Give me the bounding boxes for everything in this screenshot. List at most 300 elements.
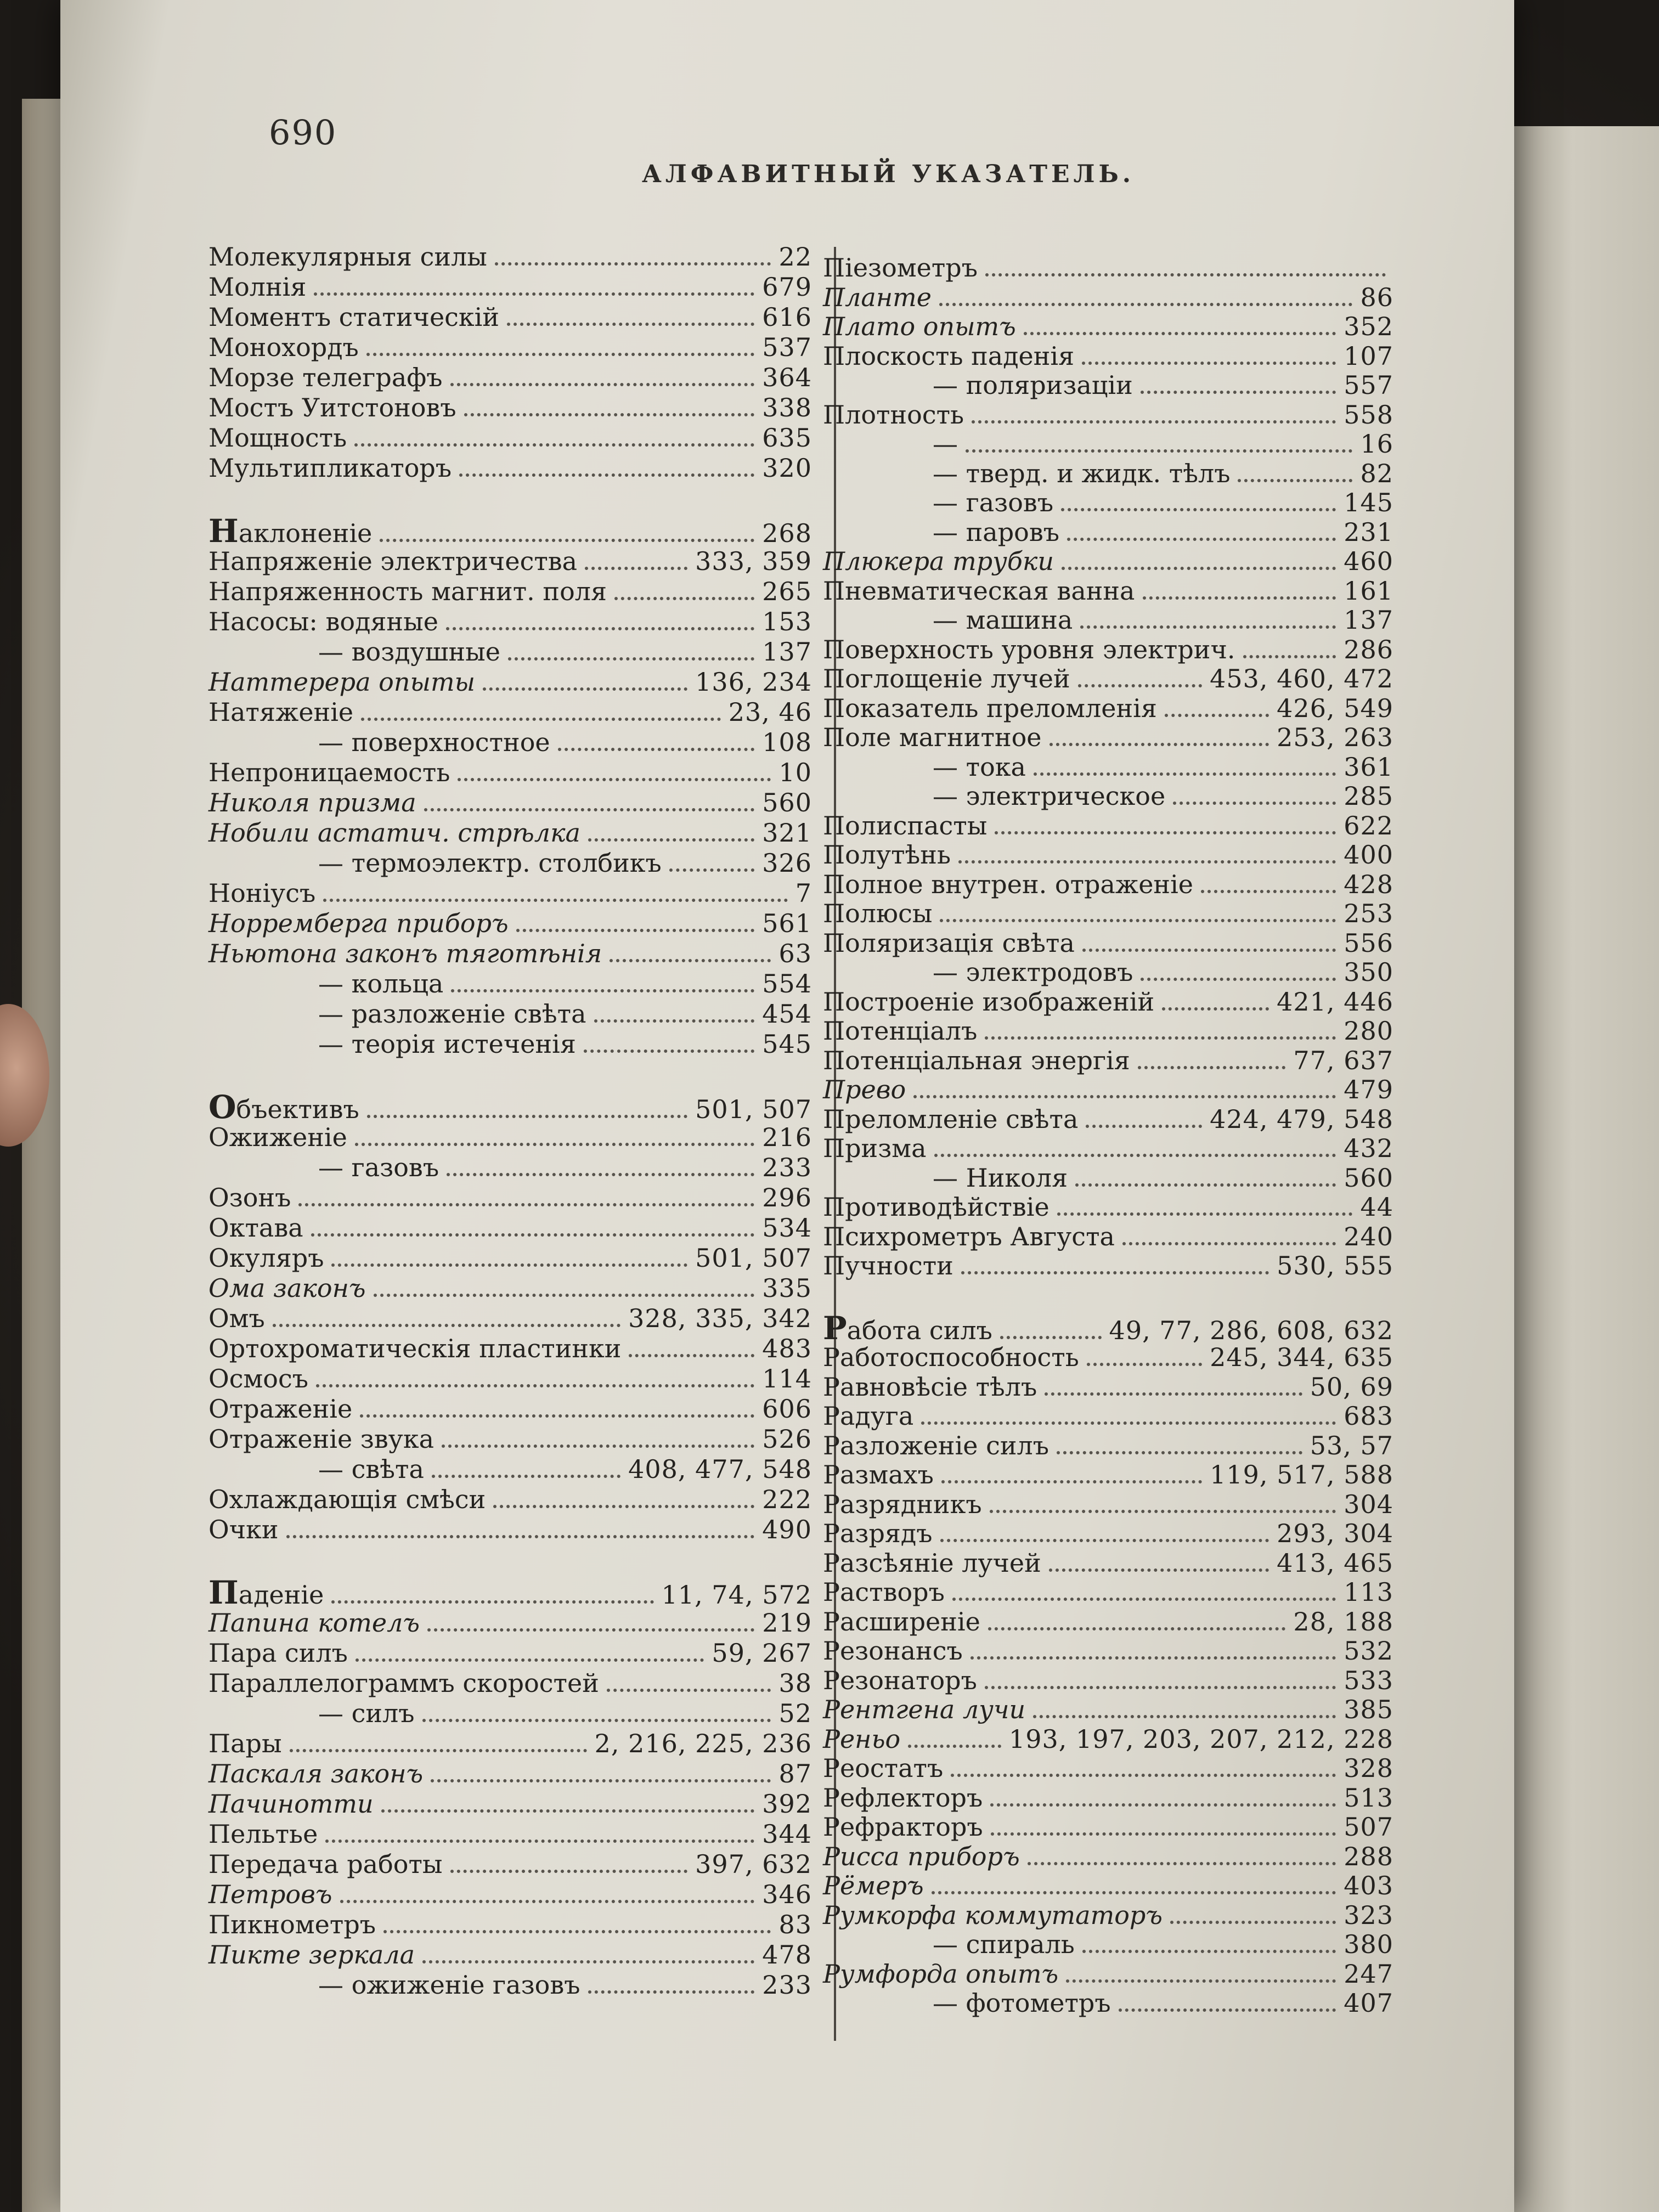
entry-pages: 7 — [795, 878, 812, 908]
dot-leader — [1075, 1183, 1336, 1187]
entry-term: — Николя — [933, 1163, 1068, 1193]
index-entry — [823, 1753, 1393, 1784]
entry-pages: 119, 517, 588 — [1210, 1460, 1393, 1489]
entry-term: Непроницаемость — [208, 758, 450, 787]
entry-pages: 560 — [762, 788, 812, 817]
entry-term: Рисса приборъ — [823, 1841, 1020, 1871]
entry-term: Петровъ — [208, 1880, 332, 1909]
dot-leader — [381, 1809, 755, 1813]
entry-pages: 219 — [762, 1608, 812, 1638]
entry-term: Прево — [823, 1075, 906, 1104]
entry-pages: 421, 446 — [1277, 986, 1393, 1017]
index-entry — [823, 1959, 1393, 1989]
entry-term: — машина — [933, 605, 1073, 635]
index-entry — [823, 1401, 1393, 1431]
dot-leader — [966, 449, 1352, 453]
dot-leader — [985, 1036, 1336, 1040]
entry-pages: 193, 197, 203, 207, 212, 228 — [1008, 1724, 1393, 1754]
index-entry — [208, 332, 812, 363]
dot-leader — [1201, 890, 1336, 893]
index-entry — [823, 752, 1393, 782]
entry-term: — электрическое — [933, 781, 1166, 811]
index-entry — [823, 605, 1393, 635]
entry-pages: 137 — [762, 637, 812, 667]
dot-leader — [1061, 508, 1336, 511]
entry-term: — воздушные — [318, 637, 500, 667]
entry-pages: 483 — [762, 1334, 812, 1363]
index-entry — [823, 575, 1393, 606]
entry-term: Плоскость паденія — [823, 341, 1075, 371]
entry-term: Работа силъ — [823, 1309, 992, 1347]
entry-pages: 545 — [762, 1029, 812, 1059]
index-entry — [823, 1250, 1393, 1281]
dot-leader — [356, 1658, 704, 1662]
entry-term: Плато опытъ — [823, 312, 1016, 341]
index-entry — [823, 1577, 1393, 1607]
index-entry — [823, 810, 1393, 841]
entry-term: Полутѣнь — [823, 840, 951, 870]
entry-pages: 82 — [1360, 458, 1393, 488]
entry-pages: 280 — [1344, 1016, 1393, 1046]
dot-leader — [1078, 684, 1202, 687]
index-entry — [208, 1514, 812, 1545]
entry-term: Параллелограммъ скоростей — [208, 1668, 599, 1698]
index-entry — [823, 1015, 1393, 1046]
index-entry — [823, 1372, 1393, 1402]
dot-leader — [988, 1627, 1286, 1630]
entry-term: Мостъ Уитстоновъ — [208, 393, 456, 422]
entry-term: Рефракторъ — [823, 1812, 983, 1842]
entry-pages: 87 — [778, 1759, 812, 1788]
entry-pages: 554 — [762, 969, 812, 998]
entry-pages: 253 — [1344, 899, 1393, 928]
dot-leader — [331, 1263, 687, 1267]
index-entry — [823, 311, 1393, 342]
entry-pages: 683 — [1344, 1401, 1393, 1431]
dot-leader — [1082, 362, 1336, 365]
dot-leader — [1087, 1363, 1202, 1366]
index-entry — [208, 1152, 812, 1183]
entry-pages: 16 — [1360, 429, 1393, 459]
dot-leader — [516, 929, 755, 932]
entry-pages: 240 — [1344, 1221, 1393, 1251]
index-entry — [208, 1970, 812, 2000]
index-entry — [208, 453, 812, 483]
index-entry — [823, 1841, 1393, 1872]
dot-leader — [1082, 949, 1336, 952]
entry-term: Напряженіе электричества — [208, 546, 578, 576]
entry-pages: 328, 335, 342 — [628, 1304, 812, 1333]
index-entry — [208, 878, 812, 909]
dot-leader — [366, 353, 754, 356]
dot-leader — [431, 1779, 771, 1782]
entry-term: Озонъ — [208, 1183, 291, 1212]
dot-leader — [1141, 391, 1336, 394]
index-entry — [208, 1484, 812, 1515]
entry-term: Нобили астатич. стрѣлка — [208, 818, 580, 848]
entry-term: Разсѣяніе лучей — [823, 1548, 1041, 1578]
entry-pages: 245, 344, 635 — [1210, 1342, 1393, 1372]
entry-pages: 460 — [1344, 546, 1393, 576]
entry-pages: 380 — [1344, 1929, 1393, 1959]
index-entry — [823, 1694, 1393, 1725]
dot-leader — [1165, 714, 1269, 717]
entry-term: Разложеніе силъ — [823, 1430, 1049, 1460]
entry-term: Плотность — [823, 399, 964, 430]
entry-pages: 161 — [1344, 575, 1393, 606]
entry-term: Пары — [208, 1729, 282, 1758]
entry-term: Моментъ статическій — [208, 302, 500, 332]
entry-pages: 108 — [762, 727, 812, 757]
entry-pages: 44 — [1360, 1192, 1393, 1222]
entry-term: — теорія истеченія — [318, 1029, 576, 1059]
index-entry — [823, 1665, 1393, 1696]
index-entry — [823, 986, 1393, 1017]
dot-leader — [961, 1271, 1269, 1274]
entry-term: Насосы: водяные — [208, 607, 438, 636]
entry-term: Противодѣйствіе — [823, 1192, 1049, 1222]
index-entry — [208, 1758, 812, 1789]
entry-pages: 233 — [762, 1153, 812, 1182]
dot-leader — [331, 1600, 653, 1604]
index-entry — [208, 848, 812, 878]
dot-leader — [1057, 1451, 1302, 1454]
index-entry — [823, 1163, 1393, 1193]
entry-term: Пельтье — [208, 1819, 318, 1849]
entry-term: — паровъ — [933, 517, 1060, 547]
dot-leader — [952, 1598, 1336, 1601]
entry-term: Мощность — [208, 423, 347, 453]
dot-leader — [932, 1891, 1336, 1894]
index-entry — [823, 1900, 1393, 1931]
entry-term: Объективъ — [208, 1088, 359, 1126]
entry-term: Напряженность магнит. поля — [208, 577, 607, 606]
index-entry — [823, 1606, 1393, 1637]
entry-pages: 635 — [762, 423, 812, 453]
entry-term: Работоспособность — [823, 1342, 1079, 1372]
entry-pages: 53, 57 — [1310, 1430, 1393, 1460]
index-entry — [823, 1045, 1393, 1076]
dot-leader — [669, 868, 754, 872]
dot-leader — [991, 1832, 1336, 1836]
entry-term: — фотометръ — [933, 1988, 1111, 2018]
entry-term: Рёмеръ — [823, 1871, 924, 1900]
entry-pages: 533 — [1344, 1665, 1393, 1695]
index-entry — [823, 1548, 1393, 1578]
dot-leader — [607, 1689, 771, 1692]
entry-pages: 424, 479, 548 — [1210, 1104, 1393, 1134]
entry-term: Психрометръ Августа — [823, 1221, 1115, 1251]
entry-pages: 364 — [762, 363, 812, 392]
index-entry — [823, 663, 1393, 694]
dot-leader — [1162, 1007, 1269, 1011]
entry-pages: 323 — [1344, 1900, 1393, 1930]
dot-leader — [383, 1930, 771, 1933]
dot-leader — [323, 899, 787, 902]
entry-pages: 454 — [762, 999, 812, 1029]
index-entry — [208, 606, 812, 637]
entry-pages: 513 — [1344, 1782, 1393, 1813]
entry-term: — электродовъ — [933, 957, 1133, 987]
index-entry — [823, 546, 1393, 577]
dot-leader — [1138, 1066, 1286, 1069]
dot-leader — [495, 262, 771, 266]
entry-term: Призма — [823, 1133, 927, 1163]
entry-term: Пачинотти — [208, 1789, 374, 1819]
entry-term: Растворъ — [823, 1577, 945, 1607]
entry-term: — тверд. и жидк. тѣлъ — [933, 458, 1231, 488]
index-entry — [208, 1607, 812, 1638]
entry-pages: 453, 460, 472 — [1210, 664, 1393, 693]
dot-leader — [594, 1019, 755, 1023]
entry-pages: 350 — [1344, 957, 1393, 987]
index-entry — [823, 634, 1393, 665]
entry-term: Радуга — [823, 1401, 914, 1431]
entry-pages: 392 — [762, 1789, 812, 1819]
entry-pages: 352 — [1344, 312, 1393, 341]
entry-pages: 557 — [1344, 370, 1393, 400]
dot-leader — [1034, 772, 1336, 776]
entry-pages: 428 — [1344, 869, 1393, 899]
entry-pages: 28, 188 — [1293, 1606, 1393, 1637]
index-entry — [823, 1870, 1393, 1901]
entry-pages: 153 — [762, 607, 812, 636]
index-entry — [823, 869, 1393, 900]
dot-leader — [367, 1115, 687, 1118]
entry-term: Показатель преломленія — [823, 693, 1157, 723]
entry-term: Отраженіе — [208, 1394, 353, 1424]
entry-term: Резонаторъ — [823, 1665, 977, 1695]
dot-leader — [1000, 1336, 1102, 1339]
index-entry — [208, 1728, 812, 1759]
index-entry — [208, 392, 812, 423]
entry-term: Окуляръ — [208, 1243, 324, 1273]
dot-leader — [629, 1354, 754, 1357]
entry-pages: 616 — [762, 302, 812, 332]
index-entry — [823, 1812, 1393, 1842]
entry-pages: 490 — [762, 1515, 812, 1544]
dot-leader — [614, 597, 754, 600]
index-entry — [208, 422, 812, 453]
entry-pages: 333, 359 — [695, 546, 812, 576]
page-number: 690 — [269, 112, 337, 153]
entry-term: Пневматическая ванна — [823, 575, 1135, 606]
entry-pages: 335 — [762, 1273, 812, 1303]
dot-leader — [908, 1745, 1001, 1748]
entry-pages: 479 — [1344, 1075, 1393, 1104]
entry-term: Разрядникъ — [823, 1489, 982, 1519]
index-entry — [823, 1309, 1393, 1347]
dot-leader — [913, 1095, 1336, 1098]
dot-leader — [374, 1294, 755, 1297]
entry-pages: 231 — [1344, 517, 1393, 547]
index-entry — [823, 1342, 1393, 1373]
dot-leader — [424, 808, 755, 811]
index-entry — [208, 1333, 812, 1364]
entry-term: Поле магнитное — [823, 723, 1042, 752]
dot-leader — [464, 413, 755, 416]
dot-leader — [1086, 1125, 1202, 1128]
entry-term: Ожиженіе — [208, 1122, 347, 1152]
entry-term: Отраженіе звука — [208, 1424, 435, 1454]
entry-term: Папина котелъ — [208, 1608, 420, 1638]
dot-leader — [451, 989, 754, 992]
dot-leader — [450, 1870, 688, 1873]
entry-term: Размахъ — [823, 1460, 934, 1489]
entry-term: — разложеніе свѣта — [318, 999, 586, 1029]
index-entry — [208, 1273, 812, 1304]
entry-pages: 558 — [1344, 399, 1393, 430]
index-entry — [208, 1819, 812, 1849]
entry-pages: 293, 304 — [1277, 1519, 1393, 1548]
entry-pages: 346 — [762, 1880, 812, 1909]
dot-leader — [585, 567, 687, 570]
dot-leader — [446, 627, 754, 630]
entry-term: Молекулярныя силы — [208, 242, 487, 272]
index-entry — [823, 252, 1393, 283]
dot-leader — [1141, 978, 1336, 981]
entry-term: Осмосъ — [208, 1364, 308, 1393]
dot-leader — [422, 1719, 771, 1722]
dot-leader — [314, 292, 754, 296]
dot-leader — [427, 1628, 754, 1632]
index-entry — [208, 636, 812, 667]
entry-pages: 432 — [1344, 1133, 1393, 1163]
entry-term: Пикнометръ — [208, 1910, 376, 1939]
index-entry — [823, 1782, 1393, 1813]
entry-pages: 114 — [762, 1364, 812, 1393]
entry-term: Октава — [208, 1213, 303, 1243]
index-entry — [208, 1363, 812, 1394]
entry-term: Построеніе изображеній — [823, 986, 1155, 1017]
entry-pages: 288 — [1344, 1841, 1393, 1871]
entry-pages: 107 — [1344, 341, 1393, 371]
dot-leader — [610, 959, 771, 962]
entry-pages: 49, 77, 286, 608, 632 — [1109, 1315, 1393, 1345]
dot-leader — [985, 1686, 1336, 1689]
index-entry — [208, 302, 812, 332]
entry-term: Норремберга приборъ — [208, 909, 509, 938]
entry-term: Очки — [208, 1515, 279, 1544]
dot-leader — [995, 831, 1336, 834]
running-head: АЛФАВИТНЫЙ УКАЗАТЕЛЬ. — [642, 160, 1135, 188]
index-entry — [208, 1029, 812, 1059]
dot-leader — [1045, 1392, 1302, 1396]
index-entry — [208, 272, 812, 302]
entry-pages: 22 — [778, 242, 812, 272]
dot-leader — [422, 1960, 754, 1963]
dot-leader — [1170, 1921, 1336, 1924]
entry-pages: 285 — [1344, 781, 1393, 811]
dot-leader — [941, 1480, 1202, 1483]
dot-leader — [588, 838, 754, 842]
entry-pages: 361 — [1344, 752, 1393, 782]
entry-term: Расширеніе — [823, 1606, 980, 1637]
entry-pages: 534 — [762, 1213, 812, 1243]
entry-term: Поверхность уровня электрич. — [823, 634, 1235, 664]
entry-term: Паденіе — [208, 1574, 324, 1611]
entry-term: Рентгена лучи — [823, 1695, 1026, 1724]
index-entry — [823, 1518, 1393, 1549]
entry-pages: 253, 263 — [1277, 723, 1393, 752]
index-entry — [208, 1638, 812, 1668]
entry-pages: 296 — [762, 1183, 812, 1212]
entry-pages: 338 — [762, 393, 812, 422]
entry-term: Паскаля законъ — [208, 1759, 424, 1788]
entry-pages: 530, 555 — [1277, 1251, 1393, 1280]
dot-leader — [286, 1535, 755, 1538]
index-entry — [208, 546, 812, 577]
entry-pages: 136, 234 — [695, 667, 812, 697]
index-entry — [823, 957, 1393, 988]
dot-leader — [1033, 1715, 1336, 1718]
index-entry — [208, 697, 812, 727]
index-entry — [208, 1088, 812, 1126]
entry-pages: 11, 74, 572 — [661, 1580, 812, 1610]
entry-term: Рефлекторъ — [823, 1782, 983, 1813]
index-entry — [823, 399, 1393, 430]
entry-term: — спираль — [933, 1929, 1075, 1959]
entry-term: — кольца — [318, 969, 444, 998]
index-entry — [823, 1104, 1393, 1135]
entry-term: Пикте зеркала — [208, 1940, 415, 1970]
index-entry — [823, 1929, 1393, 1960]
index-entry — [208, 1909, 812, 1940]
index-entry — [208, 1393, 812, 1424]
entry-term: Плюкера трубки — [823, 546, 1054, 576]
dot-leader — [273, 1324, 620, 1327]
entry-pages: 321 — [762, 818, 812, 848]
entry-pages: 286 — [1344, 634, 1393, 664]
index-entry — [823, 1724, 1393, 1754]
entry-pages: 304 — [1344, 1489, 1393, 1519]
dot-leader — [493, 1505, 754, 1508]
entry-pages: 606 — [762, 1394, 812, 1424]
index-entry — [823, 839, 1393, 870]
entry-term: Пара силъ — [208, 1638, 348, 1668]
entry-pages: 326 — [762, 848, 812, 878]
index-entry — [823, 1074, 1393, 1105]
index-entry — [208, 362, 812, 393]
entry-term: Поляризація свѣта — [823, 928, 1075, 958]
dot-leader — [290, 1749, 587, 1752]
index-entry — [823, 282, 1393, 313]
dot-leader — [1082, 1950, 1336, 1953]
index-entry — [208, 1303, 812, 1334]
dot-leader — [951, 1774, 1336, 1777]
facing-page — [1514, 126, 1659, 2212]
index-entry — [823, 517, 1393, 548]
entry-term: Румкорфа коммутаторъ — [823, 1900, 1163, 1930]
entry-term: Полиспасты — [823, 810, 988, 840]
dot-leader — [1066, 1979, 1336, 1983]
entry-term: Реньо — [823, 1724, 901, 1754]
entry-term: Монохордъ — [208, 332, 359, 362]
dot-leader — [940, 1539, 1269, 1542]
index-entry — [823, 428, 1393, 459]
index-entry — [823, 898, 1393, 929]
index-entry — [823, 458, 1393, 489]
index-entry — [823, 1133, 1393, 1164]
entry-pages: 408, 477, 548 — [628, 1454, 812, 1484]
dot-leader — [432, 1475, 620, 1478]
index-entry — [823, 1635, 1393, 1666]
dot-leader — [939, 303, 1352, 306]
entry-pages: 23, 46 — [728, 697, 812, 727]
entry-pages: 52 — [778, 1699, 812, 1728]
entry-pages: 407 — [1344, 1988, 1393, 2018]
entry-term: Румфорда опытъ — [823, 1959, 1059, 1989]
